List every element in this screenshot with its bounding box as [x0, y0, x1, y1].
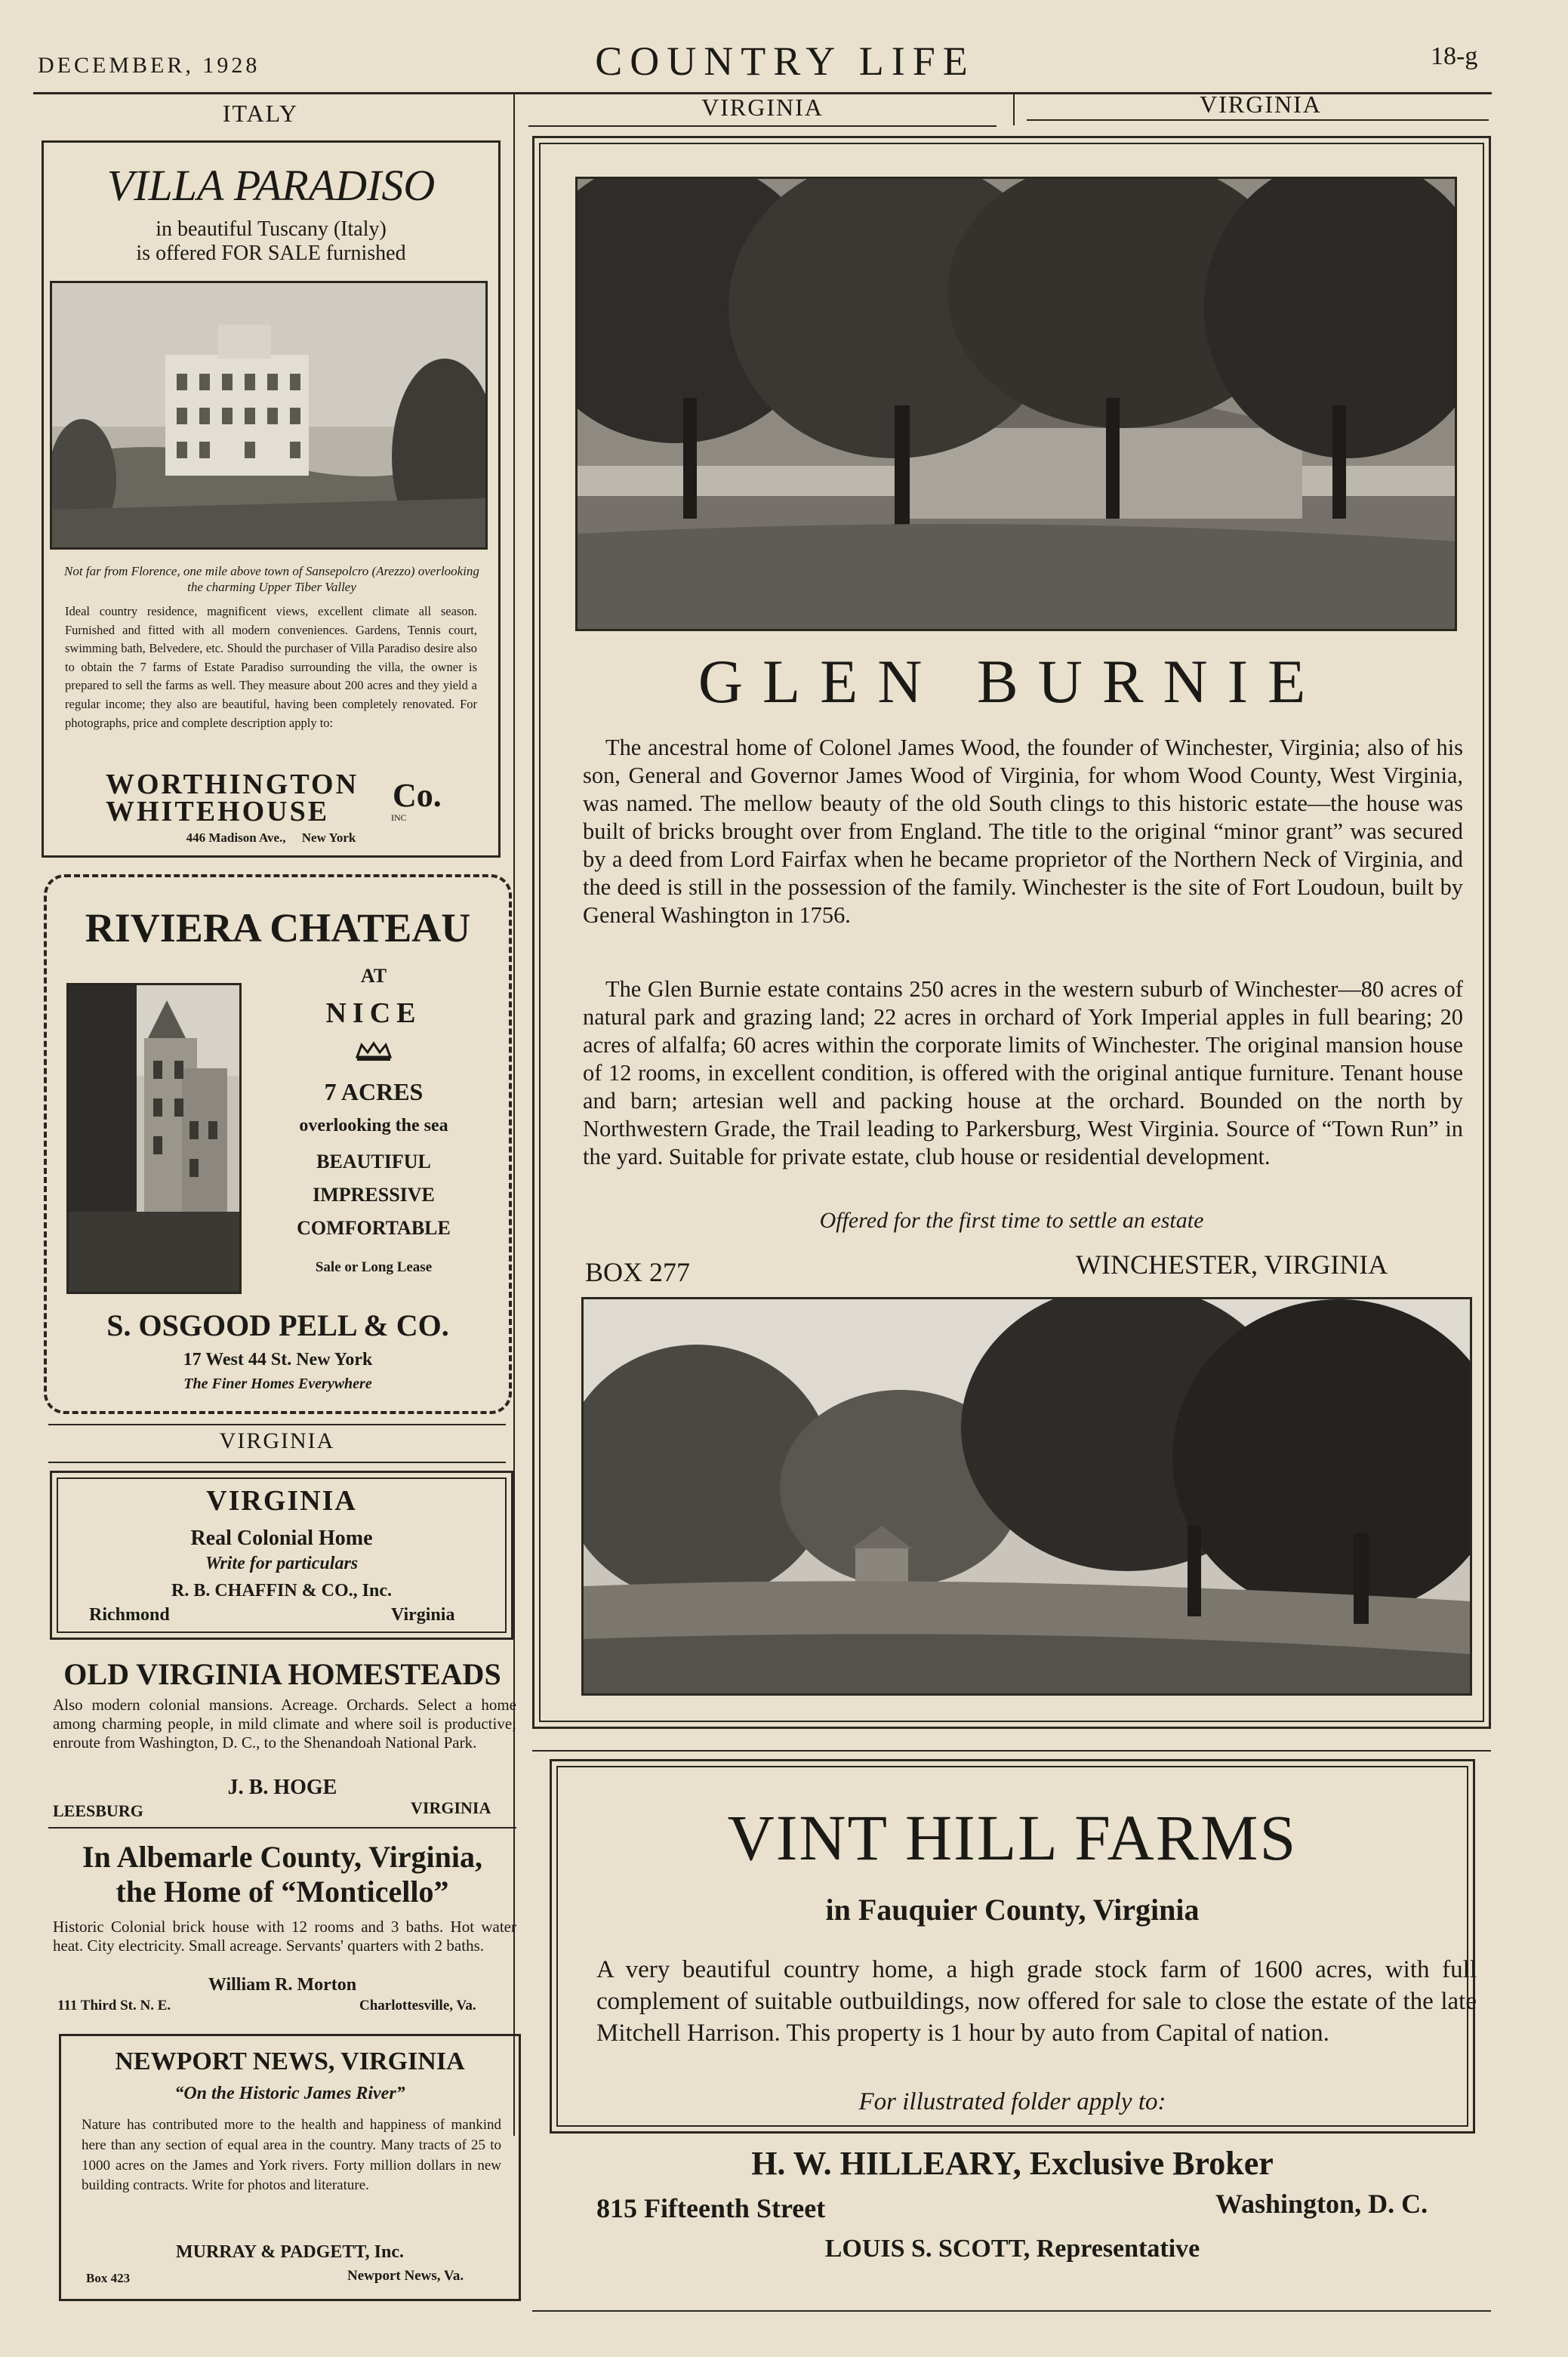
riviera-beautiful: BEAUTIFUL	[316, 1151, 431, 1172]
glen-burnie-paragraph-1: The ancestral home of Colonel James Wood, the founder of Winchester, Virginia; also of his son, General and Governor James Wood of Virginia, for whom Wood County, West Virginia, was named. The mellow beauty of the old South clings to this historic estate—the house was built of bricks brought over from England. The title to the original “minor grant” was secured by a deed from Lord Fairfax when he became proprietor of the Northern Neck of Virginia, and the deed is still in the possession of the family. Winchester is the site of Fort Loudoun, built by General Washington in 1756.	[583, 735, 1463, 928]
newport-firm: MURRAY & PADGETT, Inc.	[175, 2242, 404, 2262]
header-date: DECEMBER, 1928	[38, 53, 260, 78]
chateau-illustration	[69, 985, 239, 1292]
vint-broker: H. W. HILLEARY, Exclusive Broker	[751, 2145, 1274, 2182]
villa-caption: Not far from Florence, one mile above town of Sansepolcro (Arezzo) overlooking the charming Upper Tiber Valley	[64, 564, 479, 594]
glen-burnie-photo-top	[575, 177, 1457, 631]
riviera-nice: NICE	[325, 997, 422, 1029]
left-section-rule-bottom	[48, 1462, 506, 1463]
newport-city: Newport News, Va.	[347, 2268, 464, 2284]
orchard-illustration	[584, 1299, 1470, 1693]
albemarle-body: Historic Colonial brick house with 12 rooms and 3 baths. Hot water heat. City electricity. Small acreage. Servants' quarters with 2 baths.	[53, 1918, 516, 1955]
whitehouse-logo	[106, 769, 442, 830]
logo-inc: INC	[391, 812, 407, 823]
section-label-virginia-mid: VIRGINIA	[701, 94, 824, 121]
riviera-acres: 7 ACRES	[324, 1078, 424, 1105]
section-label-virginia-right: VIRGINIA	[1200, 91, 1322, 118]
riviera-address: 17 West 44 St. New York	[183, 1350, 373, 1370]
albemarle-agent: William R. Morton	[208, 1975, 357, 1995]
vint-subtitle: in Fauquier County, Virginia	[825, 1893, 1200, 1927]
villa-subtitle-1: in beautiful Tuscany (Italy)	[156, 217, 387, 241]
riviera-impressive: IMPRESSIVE	[313, 1184, 435, 1206]
riviera-tagline: The Finer Homes Everywhere	[183, 1376, 372, 1392]
vint-representative: LOUIS S. SCOTT, Representative	[824, 2235, 1200, 2263]
villa-title: VILLA PARADISO	[106, 161, 436, 210]
riviera-lease: Sale or Long Lease	[315, 1259, 433, 1275]
glen-burnie-photo-bottom	[581, 1297, 1472, 1696]
villa-illustration	[52, 283, 485, 547]
homesteads-state: VIRGINIA	[411, 1798, 491, 1817]
logo-co: Co.	[393, 777, 442, 814]
villa-address: 446 Madison Ave., New York	[186, 830, 356, 845]
sub-rule-mid	[528, 125, 997, 127]
albemarle-city: Charlottesville, Va.	[359, 1998, 476, 2013]
logo-line-1: WORTHINGTON	[106, 769, 359, 800]
chaffin-line-3: R. B. CHAFFIN & CO., Inc.	[171, 1581, 392, 1601]
chaffin-city: Richmond	[89, 1605, 170, 1625]
sub-rule-right	[1027, 119, 1489, 121]
crown-icon	[249, 1040, 498, 1068]
glen-burnie-paragraph-2: The Glen Burnie estate contains 250 acres in the western suburb of Winchester—80 acres of natural park and grazing land; 22 acres in orchard of York Imperial apples in full bearing; 20 acres of alfalfa; 60 acres within the corporate limits of Winchester. The original mansion house of 12 rooms, in excellent condition, is offered with the original antique furniture. Tenant house and barn; artesian well and packing house at the orchard. Bounded on the north by Northwestern Grade, the Trail leading to Parkersburg, West Virginia. Source of “Town Run” in the yard. Suitable for private estate, club house or residential development.	[583, 976, 1463, 1169]
section-label-virginia-left: VIRGINIA	[219, 1428, 335, 1453]
vint-title: VINT HILL FARMS	[727, 1801, 1298, 1874]
magazine-title: COUNTRY LIFE	[595, 39, 975, 84]
homesteads-agent: J. B. HOGE	[227, 1776, 337, 1799]
villa-body: Ideal country residence, magnificent views, excellent climate all season. Furnished and fitted with all modern conveniences. Gardens, Tennis court, swimming bath, Belvedere, etc. Should the purchaser of Villa Paradiso desire also to obtain the 7 farms of Estate Paradiso surrounding the villa, the owner is prepared to sell the farms as well. They measure about 200 acres and they yield a regular income; they also are beautiful, having been completely renovated. For photographs, price and complete description apply to:	[65, 604, 477, 730]
riviera-overlooking: overlooking the sea	[299, 1116, 448, 1135]
albemarle-title-2: the Home of “Monticello”	[116, 1875, 449, 1909]
albemarle-address: 111 Third St. N. E.	[57, 1998, 171, 2013]
newport-subtitle: “On the Historic James River”	[174, 2084, 405, 2103]
left-section-rule-top	[48, 1424, 506, 1425]
glen-burnie-location: WINCHESTER, VIRGINIA	[1076, 1249, 1388, 1280]
vint-city: Washington, D. C.	[1215, 2189, 1428, 2219]
section-label-italy: ITALY	[222, 100, 299, 127]
riviera-comfortable: COMFORTABLE	[297, 1217, 451, 1239]
chaffin-state: Virginia	[391, 1605, 455, 1625]
chaffin-line-2: Write for particulars	[205, 1554, 359, 1573]
column-divider	[513, 94, 515, 2136]
riviera-title: RIVIERA CHATEAU	[85, 905, 471, 951]
newport-title: NEWPORT NEWS, VIRGINIA	[115, 2047, 465, 2075]
homesteads-title: OLD VIRGINIA HOMESTEADS	[63, 1657, 501, 1691]
newport-box: Box 423	[86, 2271, 131, 2285]
glen-burnie-box: BOX 277	[585, 1257, 691, 1287]
riviera-firm: S. OSGOOD PELL & CO.	[106, 1308, 449, 1342]
sub-divider	[1013, 94, 1015, 125]
homesteads-city: LEESBURG	[53, 1801, 143, 1820]
logo-line-2: WHITEHOUSE	[106, 796, 330, 827]
chateau-photo	[66, 983, 242, 1294]
albemarle-title-1: In Albemarle County, Virginia,	[82, 1840, 483, 1874]
glen-burnie-offered: Offered for the first time to settle an estate	[819, 1208, 1204, 1233]
estate-trees-illustration	[578, 179, 1455, 629]
vint-body: A very beautiful country home, a high grade stock farm of 1600 acres, with full complement of suitable outbuildings, now offered for sale to close the estate of the late Mitchell Harrison. This property is 1 hour by auto from Capital of nation.	[596, 1956, 1477, 2047]
glen-vint-divider	[532, 1750, 1491, 1752]
villa-photo	[50, 281, 488, 550]
chaffin-line-1: Real Colonial Home	[190, 1527, 373, 1550]
villa-subtitle-2: is offered FOR SALE furnished	[136, 242, 406, 265]
newport-body: Nature has contributed more to the health and happiness of mankind here than any section of equal area in the country. Many tracts of 25 to 1000 acres on the James and York rivers. Forty million dollars in new building contracts. Write for photos and literature.	[82, 2117, 501, 2194]
homesteads-body: Also modern colonial mansions. Acreage. Orchards. Select a home among charming people, in mild climate and where soil is productive; enroute from Washington, D. C., to the Shenandoah National Park.	[53, 1696, 516, 1752]
chaffin-title: VIRGINIA	[206, 1485, 357, 1517]
page-bottom-rule	[532, 2310, 1491, 2312]
page-number: 18-g	[1431, 42, 1478, 70]
vint-folder: For illustrated folder apply to:	[858, 2088, 1166, 2115]
vint-address: 815 Fifteenth Street	[596, 2193, 826, 2223]
homesteads-rule	[48, 1827, 516, 1829]
riviera-at: AT	[360, 965, 387, 987]
glen-burnie-title: GLEN BURNIE	[698, 647, 1326, 716]
